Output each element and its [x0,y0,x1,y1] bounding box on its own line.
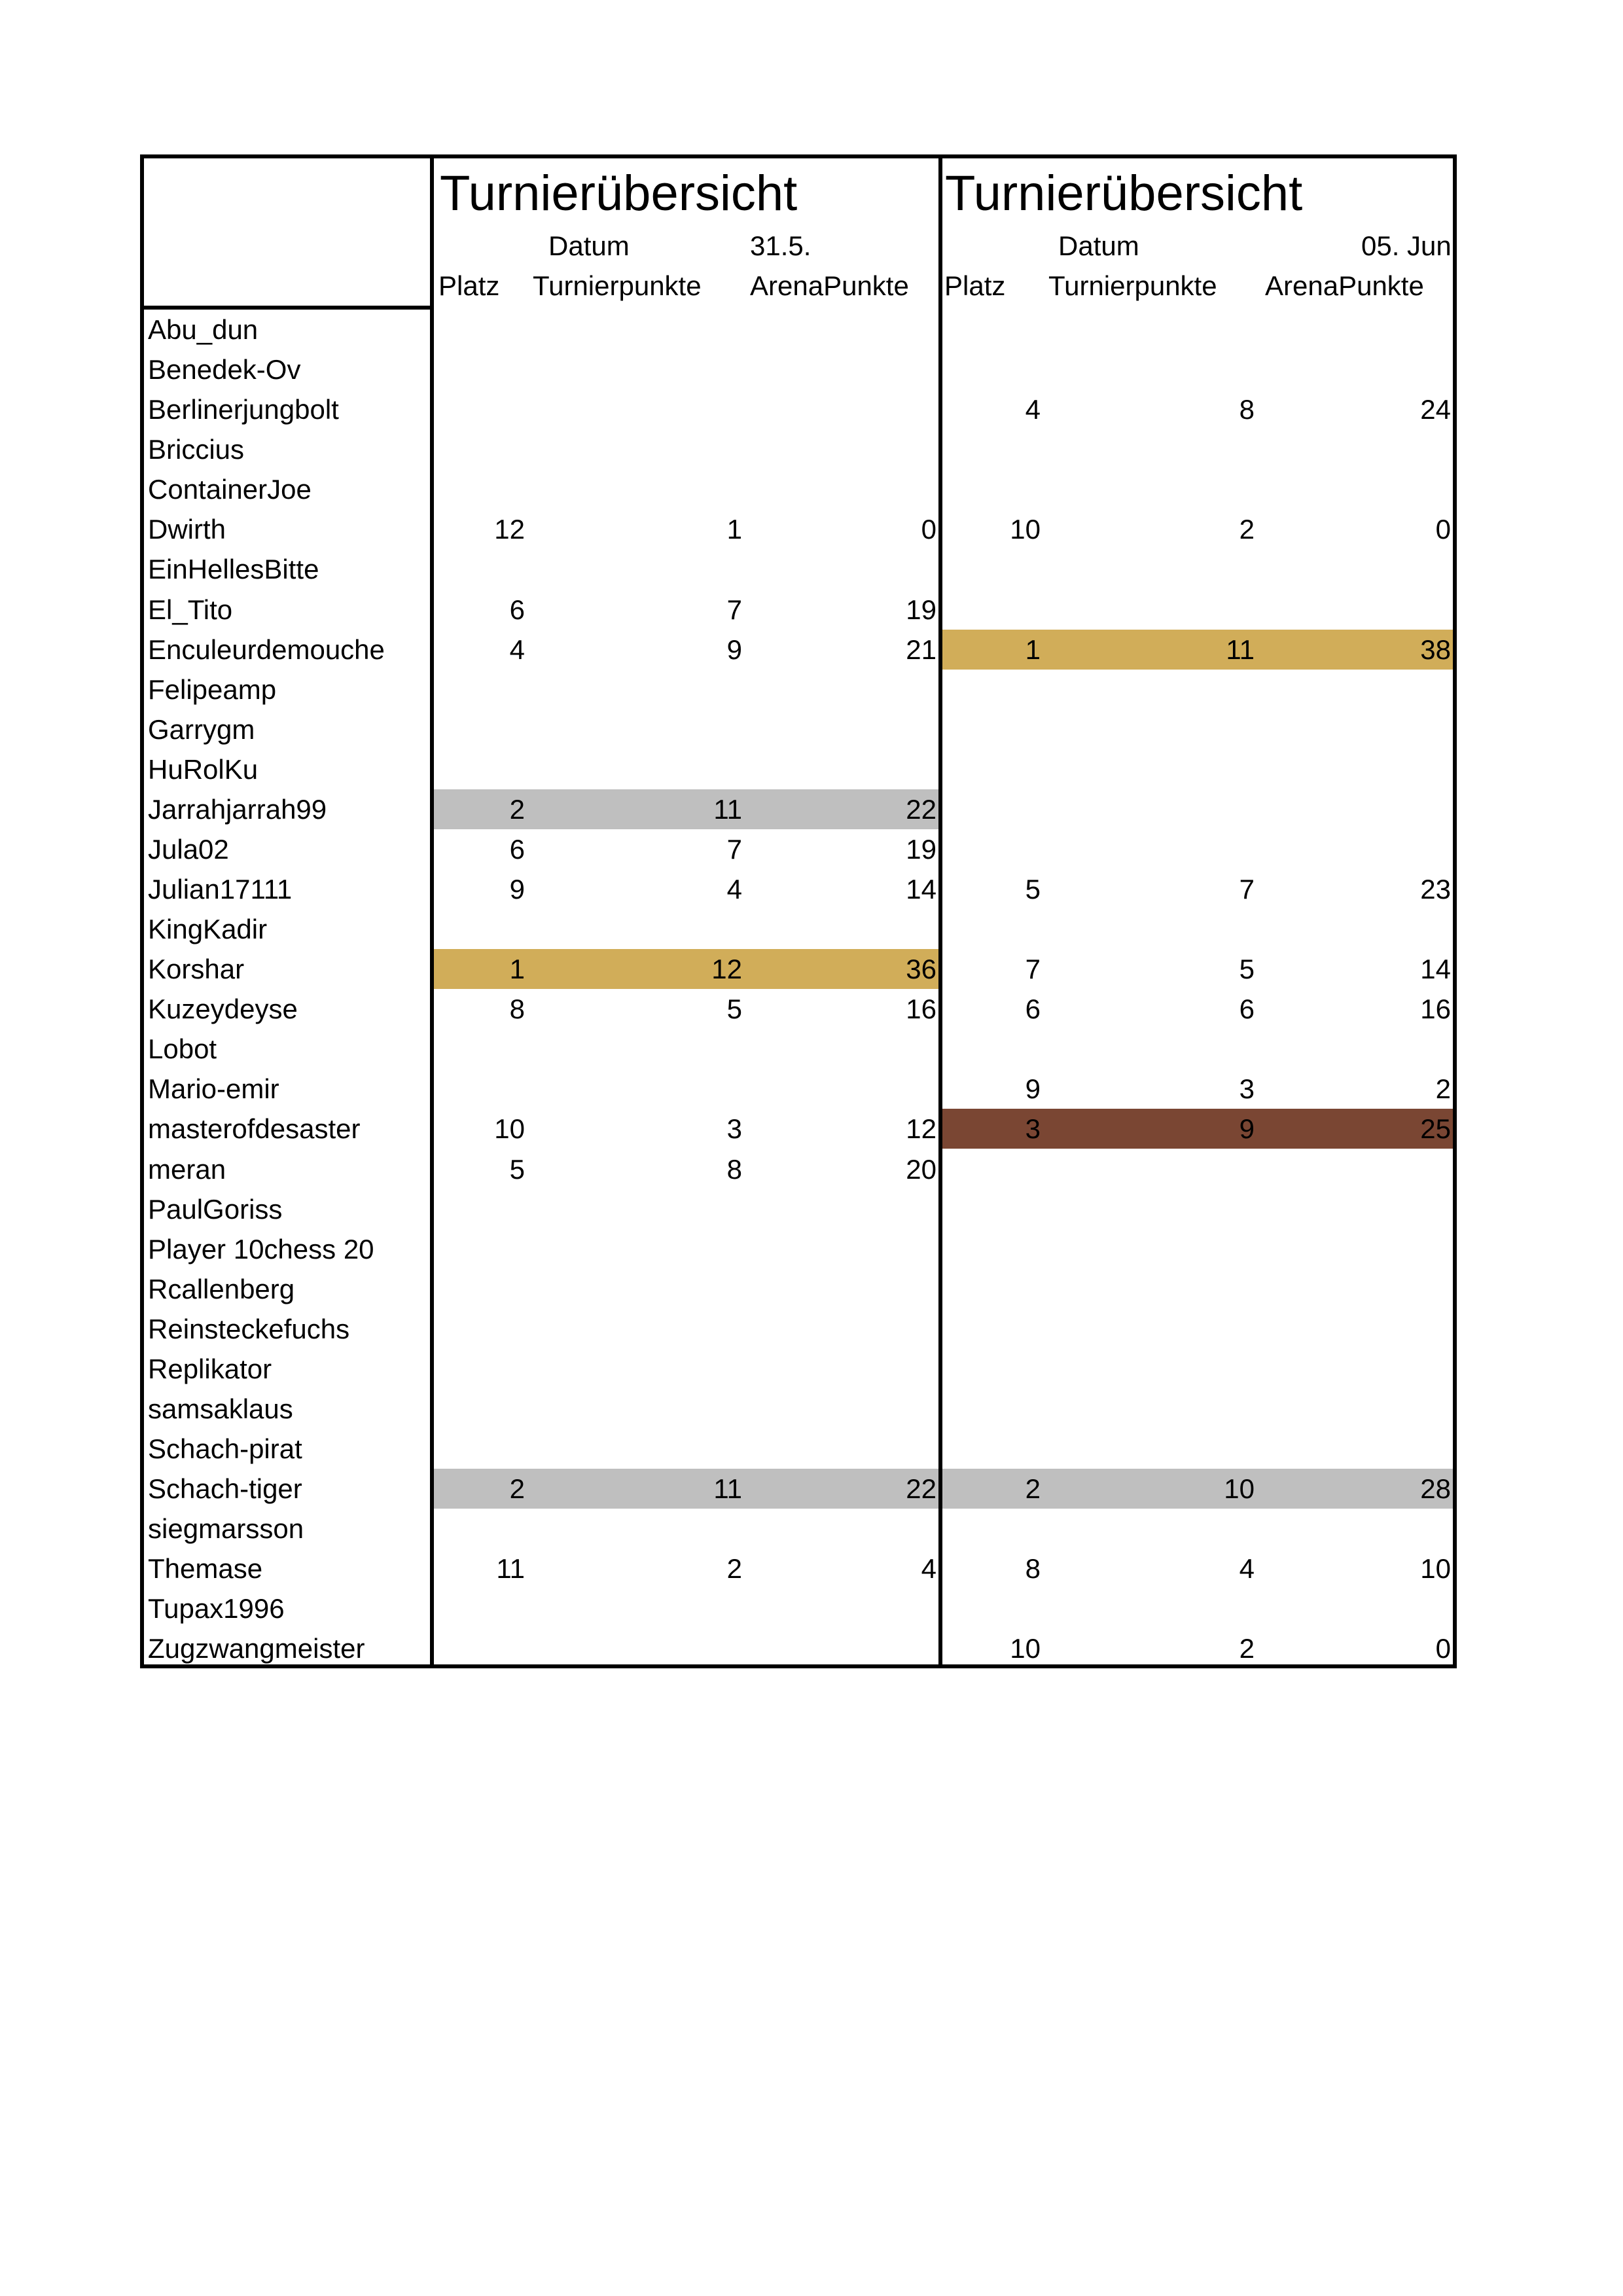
player-name: Korshar [148,954,245,985]
player-name: Jarrahjarrah99 [148,793,327,825]
player-name: Player 10chess 20 [148,1233,374,1265]
tournament-2-turnierpunkte-cell: 7 [1239,874,1255,905]
tournament-1-title: Turnierübersicht [440,166,798,221]
tournament-1-col-arenapunkte: ArenaPunkte [750,270,909,301]
tournament-1-frame [430,154,942,1668]
tournament-2-arenapunkte-cell: 0 [1435,1633,1451,1664]
player-name: Abu_dun [148,314,259,345]
tournament-2-platz-cell: 7 [1025,954,1041,985]
player-name: Reinsteckefuchs [148,1313,350,1344]
tournament-2-date: 05. Jun [1361,230,1452,261]
tournament-1-arenapunkte-cell: 20 [906,1153,936,1185]
tournament-1-platz-cell: 2 [509,793,525,825]
tournament-2-platz-cell: 4 [1025,394,1041,425]
player-name: Benedek-Ov [148,354,301,386]
player-name: masterofdesaster [148,1113,361,1145]
tournament-1-turnierpunkte-cell: 11 [713,1473,742,1504]
tournament-2-arenapunkte-cell: 2 [1435,1073,1451,1105]
tournament-1-arenapunkte-cell: 19 [906,833,936,865]
player-name: Kuzeydeyse [148,994,298,1025]
tournament-2-arenapunkte-cell: 10 [1420,1553,1451,1585]
tournament-2-title: Turnierübersicht [945,166,1303,221]
tournament-1-arenapunkte-cell: 21 [906,634,936,665]
tournament-1-platz-cell: 4 [509,634,525,665]
player-name: Garrygm [148,713,255,745]
tournament-2-platz-cell: 8 [1025,1553,1041,1585]
tournament-1-platz-cell: 8 [509,994,525,1025]
tournament-1-turnierpunkte-cell: 3 [726,1113,742,1145]
tournament-2-platz-cell: 6 [1025,994,1041,1025]
tournament-2-frame [938,154,1457,1668]
tournament-1-turnierpunkte-cell: 2 [726,1553,742,1585]
tournament-1-arenapunkte-cell: 22 [906,793,936,825]
tournament-1-platz-cell: 5 [509,1153,525,1185]
player-name: samsaklaus [148,1393,293,1424]
tournament-2-platz-cell: 1 [1025,634,1041,665]
tournament-2-turnierpunkte-cell: 9 [1239,1113,1255,1145]
tournament-2-turnierpunkte-cell: 6 [1239,994,1255,1025]
tournament-1-arenapunkte-cell: 16 [906,994,936,1025]
tournament-1-arenapunkte-cell: 4 [921,1553,936,1585]
player-name: HuRolKu [148,753,259,785]
tournament-1-platz-cell: 12 [494,514,525,545]
tournament-2-turnierpunkte-cell: 5 [1239,954,1255,985]
player-name: Dwirth [148,514,226,545]
tournament-1-turnierpunkte-cell: 9 [726,634,742,665]
player-name: Themase [148,1553,263,1585]
tournament-1-turnierpunkte-cell: 8 [726,1153,742,1185]
player-name: Mario-emir [148,1073,279,1105]
tournament-1-arenapunkte-cell: 19 [906,594,936,625]
tournament-2-arenapunkte-cell: 16 [1420,994,1451,1025]
tournament-2-platz-cell: 10 [1010,1633,1041,1664]
tournament-1-turnierpunkte-cell: 4 [726,874,742,905]
player-name: ContainerJoe [148,474,312,505]
player-name: Lobot [148,1033,217,1065]
tournament-2-turnierpunkte-cell: 8 [1239,394,1255,425]
player-name: Replikator [148,1353,272,1384]
player-name: Jula02 [148,833,229,865]
player-name: meran [148,1153,226,1185]
tournament-1-platz-cell: 6 [509,594,525,625]
player-name: El_Tito [148,594,233,625]
tournament-1-turnierpunkte-cell: 7 [726,833,742,865]
tournament-2-datum-label: Datum [1058,230,1139,261]
tournament-1-platz-cell: 6 [509,833,525,865]
tournament-2-platz-cell: 9 [1025,1073,1041,1105]
tournament-2-col-turnierpunkte: Turnierpunkte [1048,270,1217,301]
tournament-1-datum-label: Datum [548,230,630,261]
tournament-2-turnierpunkte-cell: 4 [1239,1553,1255,1585]
tournament-1-arenapunkte-cell: 12 [906,1113,936,1145]
tournament-1-platz-cell: 1 [509,954,525,985]
tournament-2-platz-cell: 2 [1025,1473,1041,1504]
tournament-1-platz-cell: 11 [496,1553,525,1585]
tournament-2-turnierpunkte-cell: 3 [1239,1073,1255,1105]
tournament-1-col-turnierpunkte: Turnierpunkte [533,270,702,301]
player-name: PaulGoriss [148,1193,283,1225]
tournament-2-arenapunkte-cell: 25 [1420,1113,1451,1145]
tournament-2-col-arenapunkte: ArenaPunkte [1265,270,1424,301]
tournament-1-date: 31.5. [750,230,812,261]
tournament-1-turnierpunkte-cell: 5 [726,994,742,1025]
tournament-1-col-platz: Platz [438,270,500,301]
tournament-2-turnierpunkte-cell: 10 [1224,1473,1255,1504]
tournament-1-arenapunkte-cell: 22 [906,1473,936,1504]
player-name: siegmarsson [148,1513,304,1545]
tournament-1-arenapunkte-cell: 36 [906,954,936,985]
player-name: EinHellesBitte [148,554,319,585]
tournament-1-platz-cell: 9 [509,874,525,905]
tournament-2-turnierpunkte-cell: 11 [1226,634,1255,665]
player-name: Julian17111 [148,874,293,905]
player-name: Tupax1996 [148,1593,285,1624]
player-name: Felipeamp [148,673,277,705]
tournament-2-platz-cell: 5 [1025,874,1041,905]
tournament-2-arenapunkte-cell: 24 [1420,394,1451,425]
player-name: Schach-tiger [148,1473,302,1504]
player-name: Rcallenberg [148,1273,295,1304]
player-name: Berlinerjungbolt [148,394,339,425]
tournament-1-platz-cell: 10 [494,1113,525,1145]
tournament-2-arenapunkte-cell: 0 [1435,514,1451,545]
player-name: KingKadir [148,914,268,944]
tournament-2-platz-cell: 10 [1010,514,1041,545]
player-name: Briccius [148,434,245,465]
tournament-2-platz-cell: 3 [1025,1113,1041,1145]
tournament-2-turnierpunkte-cell: 2 [1239,1633,1255,1664]
tournament-2-arenapunkte-cell: 23 [1420,874,1451,905]
tournament-2-arenapunkte-cell: 14 [1420,954,1451,985]
player-name: Zugzwangmeister [148,1633,365,1664]
tournament-2-arenapunkte-cell: 38 [1420,634,1451,665]
tournament-2-turnierpunkte-cell: 2 [1239,514,1255,545]
player-name: Enculeurdemouche [148,634,385,665]
tournament-2-arenapunkte-cell: 28 [1420,1473,1451,1504]
tournament-1-platz-cell: 2 [509,1473,525,1504]
tournament-1-turnierpunkte-cell: 11 [713,793,742,825]
tournament-1-arenapunkte-cell: 0 [921,514,936,545]
tournament-1-turnierpunkte-cell: 7 [726,594,742,625]
tournament-1-turnierpunkte-cell: 1 [726,514,742,545]
player-name: Schach-pirat [148,1433,302,1464]
tournament-2-col-platz: Platz [944,270,1006,301]
tournament-1-turnierpunkte-cell: 12 [711,954,742,985]
tournament-1-arenapunkte-cell: 14 [906,874,936,905]
